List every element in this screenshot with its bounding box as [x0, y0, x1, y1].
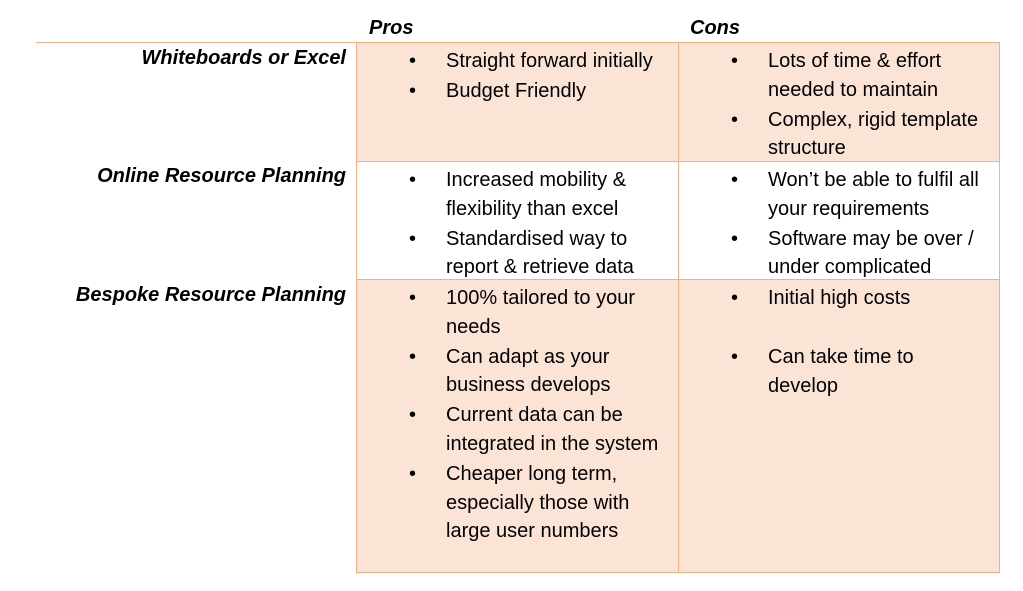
- bullet-icon: •: [409, 462, 417, 485]
- bullet-icon: •: [409, 50, 417, 72]
- bullet-icon: •: [409, 169, 417, 191]
- list-item: • Software may be over / under complicated: [679, 225, 999, 283]
- row-label-whiteboards: Whiteboards or Excel: [141, 47, 346, 69]
- bullet-list: [679, 47, 999, 163]
- bullet-icon: •: [731, 287, 739, 309]
- cell-online-pros: [356, 161, 679, 280]
- list-item: • Straight forward initially: [357, 47, 678, 76]
- list-item: • 100% tailored to your needs: [357, 284, 678, 342]
- list-item: • Complex, rigid template structure: [679, 106, 999, 164]
- list-item: • Current data can be integrated in the system: [357, 401, 678, 459]
- list-item: • Won’t be able to fulfil all your requirements: [679, 166, 999, 224]
- row-label-online: Online Resource Planning: [97, 165, 346, 187]
- cell-bespoke-pros: [356, 279, 679, 573]
- list-item: • Can adapt as your business develops: [357, 343, 678, 401]
- list-item: • Increased mobility & flexibility than excel: [357, 166, 678, 224]
- bullet-icon: •: [409, 404, 417, 427]
- cell-online-cons: [678, 161, 1000, 280]
- list-item: • Cheaper long term, especially those with large user numbers: [357, 460, 678, 546]
- bullet-icon: •: [409, 345, 417, 368]
- bullet-list: [679, 166, 999, 282]
- column-header-pros: Pros: [369, 17, 414, 39]
- list-item: • Initial high costs: [679, 284, 999, 313]
- list-item: • Standardised way to report & retrieve data: [357, 225, 678, 283]
- bullet-list: [357, 47, 678, 106]
- bullet-icon: •: [731, 50, 739, 72]
- list-item: • Budget Friendly: [357, 77, 678, 106]
- bullet-list: [357, 284, 678, 546]
- bullet-icon: •: [731, 169, 739, 191]
- bullet-icon: •: [409, 79, 417, 102]
- bullet-icon: •: [409, 227, 417, 250]
- column-header-cons: Cons: [690, 17, 740, 39]
- cell-whiteboards-cons: [678, 42, 1000, 162]
- row-label-bespoke: Bespoke Resource Planning: [75, 284, 346, 306]
- bullet-icon: •: [731, 345, 739, 368]
- bullet-list: [357, 166, 678, 282]
- cell-bespoke-cons: [678, 279, 1000, 573]
- cell-whiteboards-pros: [356, 42, 679, 162]
- bullet-icon: •: [731, 227, 739, 250]
- bullet-icon: •: [731, 108, 739, 131]
- bullet-list: [679, 284, 999, 400]
- list-item: • Lots of time & effort needed to maintain: [679, 47, 999, 105]
- list-item: • Can take time to develop: [679, 343, 999, 401]
- bullet-icon: •: [409, 287, 417, 309]
